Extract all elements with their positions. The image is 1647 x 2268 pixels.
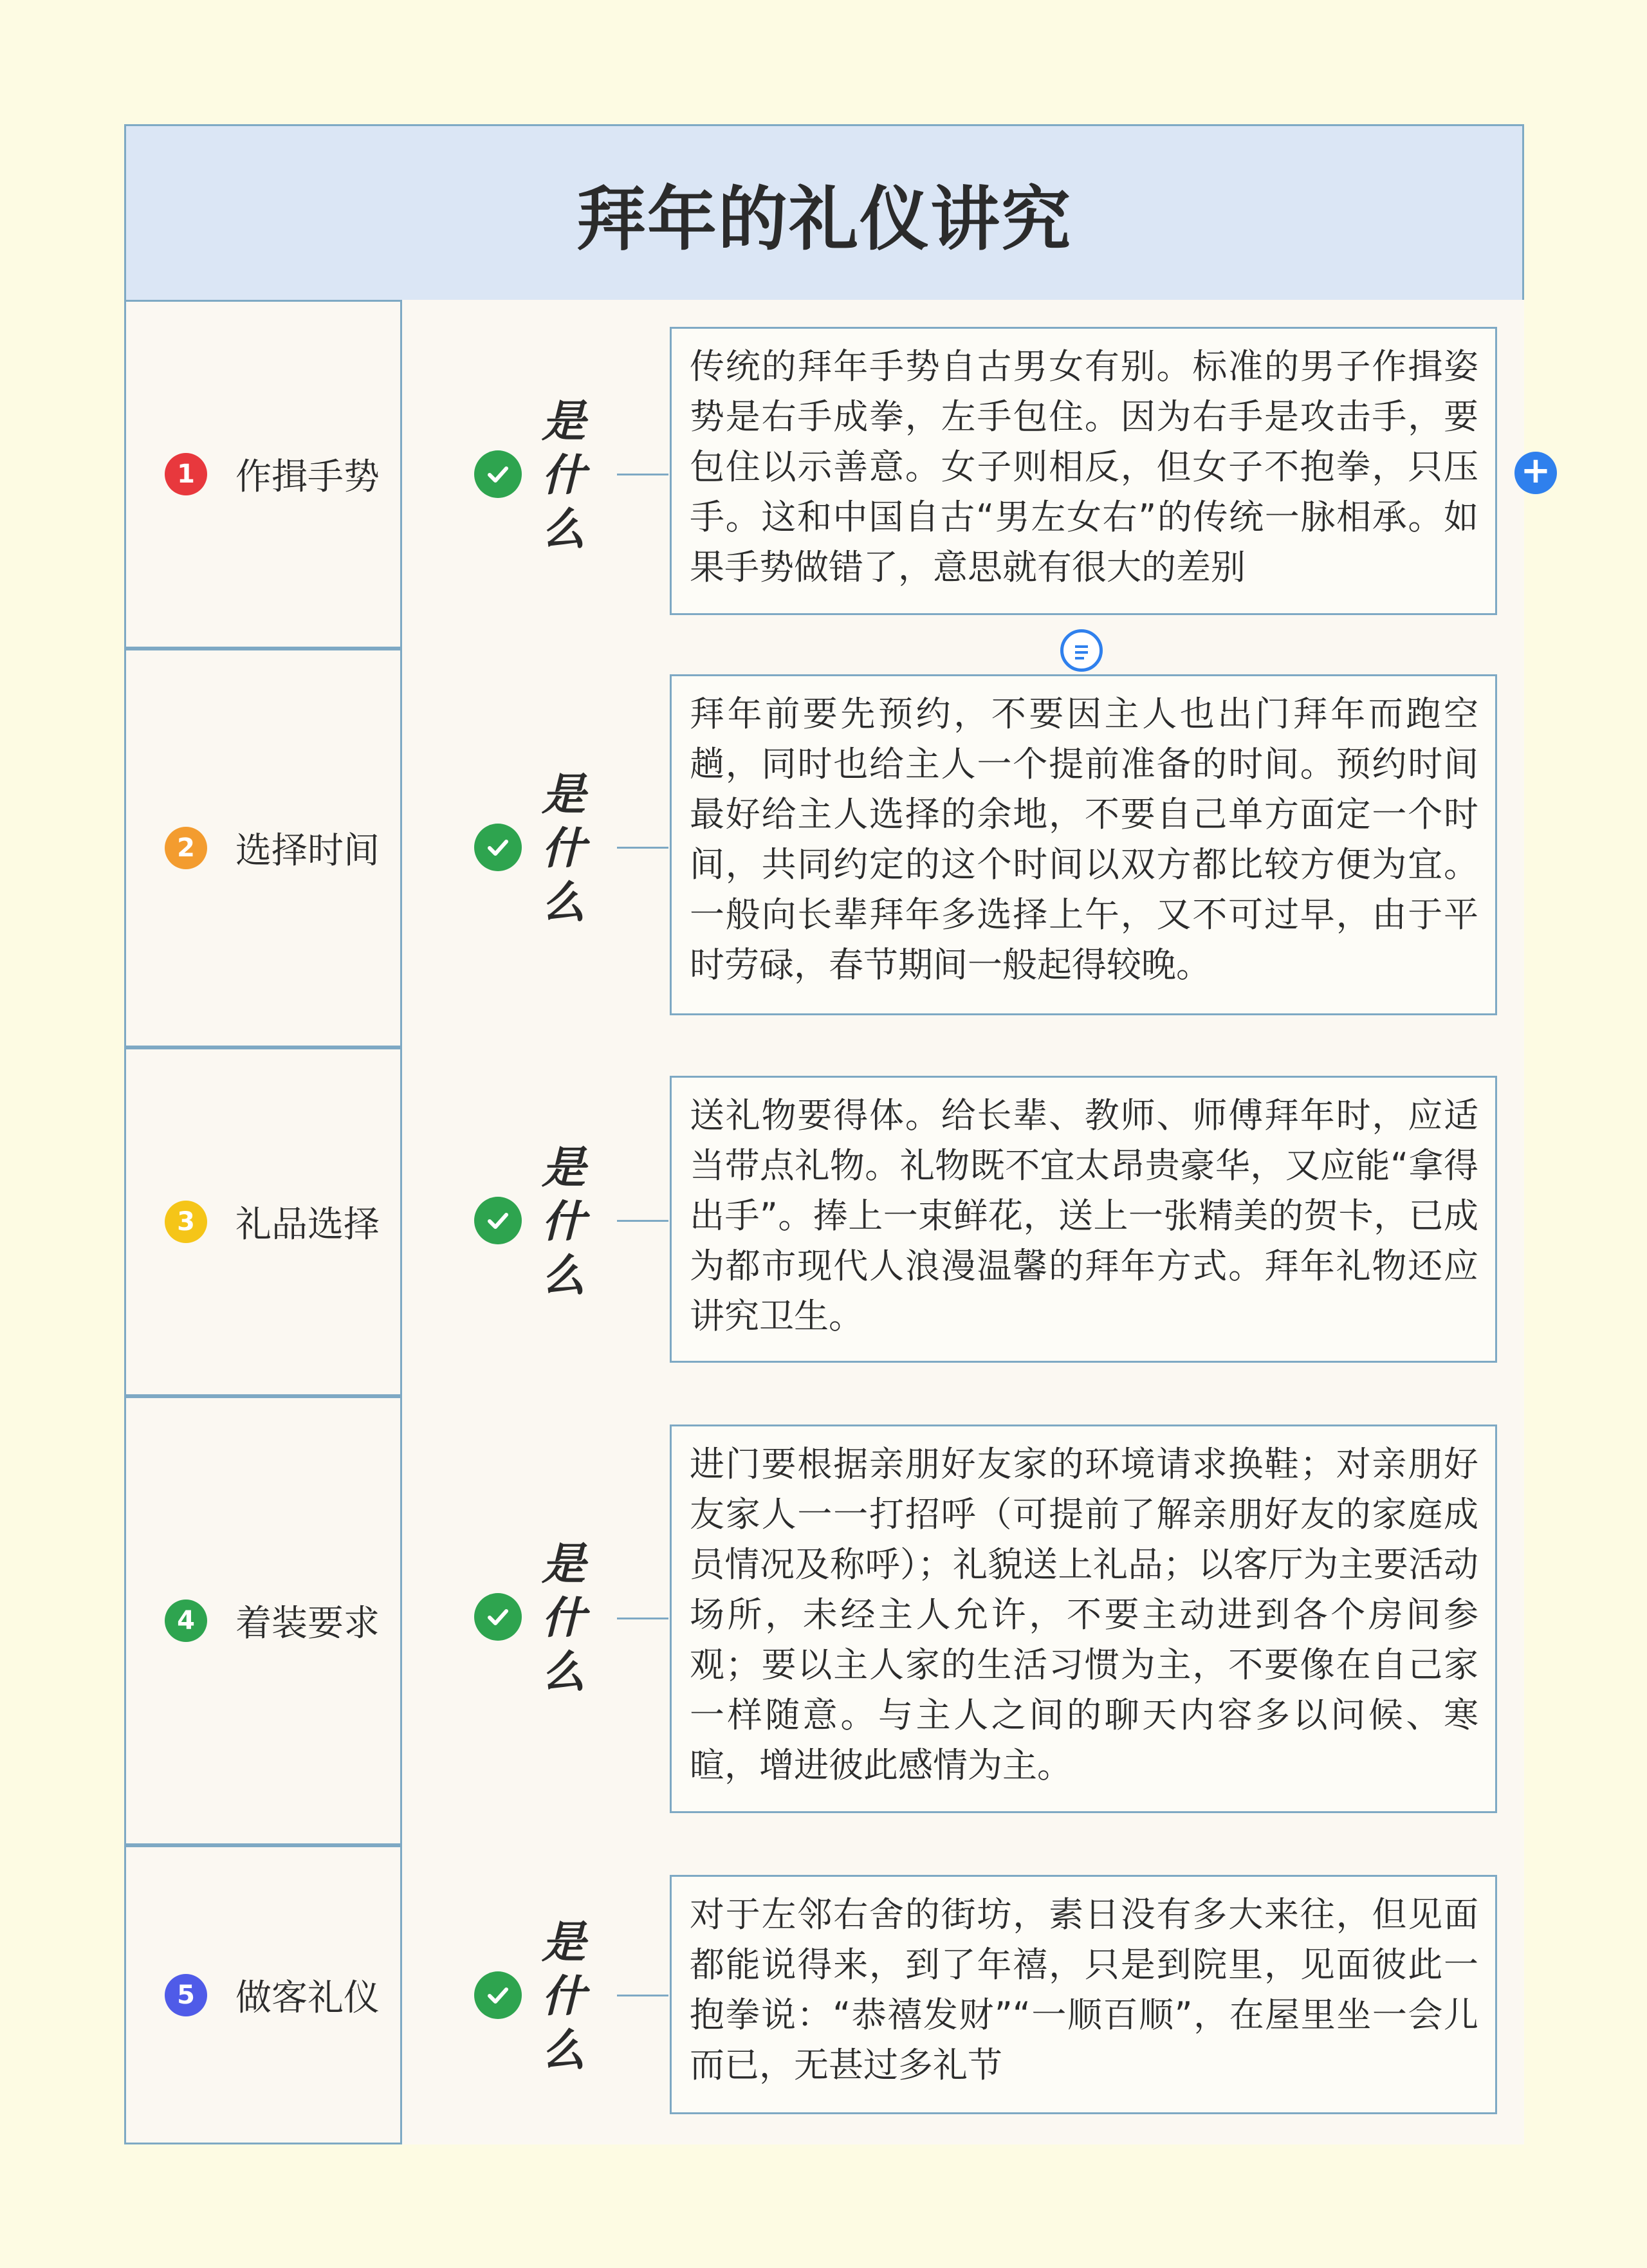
category-cell[interactable] — [124, 1396, 402, 1845]
number-badge: 2 — [165, 827, 207, 869]
topic-label-vertical[interactable]: 是 什 么 — [541, 770, 585, 928]
category-label: 着装要求 — [235, 1603, 380, 1645]
check-icon — [474, 1971, 522, 2019]
topic-label-vertical[interactable]: 是 什 么 — [541, 1917, 585, 2076]
description-box[interactable]: 传统的拜年手势自古男女有别。标准的男子作揖姿势是右手成拳，左手包住。因为右手是攻击手，要包住以示善意。女子则相反，但女子不抱拳，只压手。这和中国自古“男左女右”的传统一脉相承。如果手势做错了，意思就有很大的差别 — [670, 327, 1497, 615]
number-badge: 4 — [165, 1600, 207, 1642]
description-box[interactable]: 进门要根据亲朋好友家的环境请求换鞋；对亲朋好友家人一一打招呼（可提前了解亲朋好友的家庭成员情况及称呼）；礼貌送上礼品；以客厅为主要活动场所，未经主人允许，不要主动进到各个房间参观；要以主人家的生活习惯为主，不要像在自己家一样随意。与主人之间的聊天内容多以问候、寒暄，增进彼此感情为主。 — [670, 1424, 1497, 1813]
check-icon — [474, 450, 522, 498]
check-icon — [474, 824, 522, 871]
topic-label-vertical[interactable]: 是 什 么 — [541, 1143, 585, 1302]
check-icon — [474, 1593, 522, 1641]
description-box[interactable]: 对于左邻右舍的街坊，素日没有多大来往，但见面都能说得来，到了年禧，只是到院里，见面彼此一抱拳说：“恭禧发财”“一顺百顺”，在屋里坐一会儿而已，无甚过多礼节 — [670, 1875, 1497, 2114]
topic-row — [124, 300, 1524, 649]
category-label: 礼品选择 — [235, 1204, 380, 1246]
page-title: 拜年的礼仪讲究 — [576, 179, 1072, 260]
topic-row — [124, 1396, 1524, 1845]
number-badge: 5 — [165, 1974, 207, 2016]
check-icon — [474, 1197, 522, 1244]
connector-line — [617, 1618, 668, 1619]
number-badge: 1 — [165, 453, 207, 495]
category-label: 做客礼仪 — [235, 1977, 380, 2019]
connector-line — [617, 847, 668, 849]
connector-line — [617, 1220, 668, 1222]
topic-label-vertical[interactable]: 是 什 么 — [541, 1539, 585, 1698]
category-cell[interactable] — [124, 1845, 402, 2144]
connector-line — [617, 1995, 668, 1996]
category-cell[interactable] — [124, 649, 402, 1047]
note-icon[interactable] — [1060, 629, 1103, 672]
description-box[interactable]: 送礼物要得体。给长辈、教师、师傅拜年时，应适当带点礼物。礼物既不宜太昂贵豪华，又应能“拿得出手”。捧上一束鲜花，送上一张精美的贺卡，已成为都市现代人浪漫温馨的拜年方式。拜年礼物还应讲究卫生。 — [670, 1076, 1497, 1363]
content-area — [124, 300, 1524, 2144]
mindmap-frame — [124, 124, 1523, 2144]
topic-row — [124, 1845, 1524, 2144]
title-box[interactable] — [124, 124, 1524, 302]
number-badge: 3 — [165, 1201, 207, 1243]
topic-row — [124, 649, 1524, 1047]
topic-row — [124, 1047, 1524, 1396]
topic-label-vertical[interactable]: 是 什 么 — [541, 396, 585, 555]
connector-line — [617, 474, 668, 475]
category-label: 选择时间 — [235, 830, 380, 872]
category-cell[interactable] — [124, 1047, 402, 1396]
category-cell[interactable] — [124, 300, 402, 649]
description-box[interactable]: 拜年前要先预约，不要因主人也出门拜年而跑空趟，同时也给主人一个提前准备的时间。预约时间最好给主人选择的余地，不要自己单方面定一个时间，共同约定的这个时间以双方都比较方便为宜。一般向长辈拜年多选择上午，又不可过早，由于平时劳碌，春节期间一般起得较晚。 — [670, 674, 1497, 1015]
category-label: 作揖手势 — [235, 456, 380, 498]
expand-plus-icon[interactable]: + — [1514, 452, 1557, 494]
